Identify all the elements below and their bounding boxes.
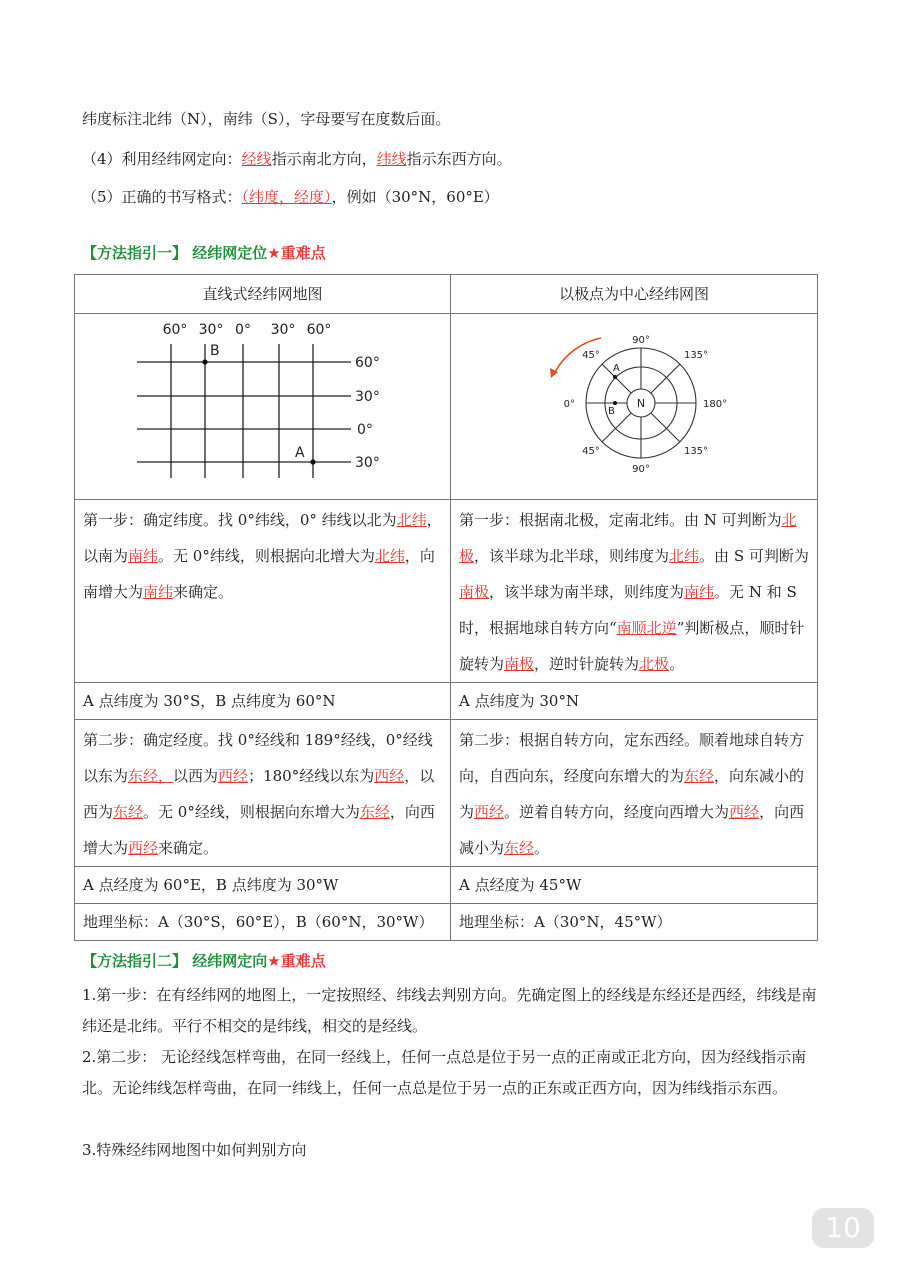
paragraph-2: 2.第二步： 无论经线怎样弯曲，在同一经线上，任何一点总是位于另一点的正南或正北方向，因为经线指示南北。无论纬线怎样弯曲，在同一纬线上，任何一点总是位于另一点的正东或正西方向，因为纬线指示东西。 xyxy=(82,1048,807,1097)
text: ；180°经线以东为 xyxy=(248,767,375,785)
intro-line-1: 纬度标注北纬（N），南纬（S），字母要写在度数后面。 xyxy=(82,110,451,128)
answer: 东经 xyxy=(359,803,390,821)
answer-parallel: 纬线 xyxy=(376,150,407,168)
text: ，向南增大为 xyxy=(83,547,435,601)
right-lon-result: A 点经度为 45°W xyxy=(451,867,818,904)
polar-label-top-right: 135° xyxy=(683,350,709,361)
left-step2 xyxy=(75,720,451,867)
polar-point-b-dot xyxy=(613,401,617,405)
lat-label-30s: 30° xyxy=(355,455,380,471)
answer: 东经 xyxy=(113,803,144,821)
text: （4）利用经纬网定向： xyxy=(82,150,242,168)
text: ，例如（30°N，60°E） xyxy=(331,188,499,206)
section-2-title: 经纬网定向 xyxy=(192,952,268,970)
text: ，向东减小的为 xyxy=(459,767,805,821)
page-number: 10 xyxy=(812,1208,874,1248)
answer-format: （纬度，经度） xyxy=(241,188,332,206)
text: 以西为 xyxy=(173,767,219,785)
text: 。逆着自转方向，经度向西增大为 xyxy=(504,803,730,821)
polar-label-bottom-left: 45° xyxy=(582,446,600,457)
answer: 南纬 xyxy=(143,583,174,601)
section-1-title: 经纬网定位 xyxy=(192,244,268,262)
answer: 北极 xyxy=(459,511,797,565)
answer: 南极 xyxy=(504,655,535,673)
text: ，逆时针旋转为 xyxy=(534,655,640,673)
polar-label-bottom: 90° xyxy=(632,464,650,475)
intro-line-3 xyxy=(82,186,499,207)
text: ，以南为 xyxy=(83,511,442,565)
answer: 北纬 xyxy=(669,547,700,565)
right-lat-result: A 点纬度为 30°N xyxy=(451,683,818,720)
lat-label-60n: 60° xyxy=(355,355,380,371)
paragraph-3: 3.特殊经纬网地图中如何判别方向 xyxy=(82,1141,307,1159)
grid-map-figure xyxy=(75,314,451,486)
text: 第二步：确定经度。找 0°经线和 189°经线，0°经线以东为 xyxy=(83,731,433,785)
polar-point-a-label: A xyxy=(613,363,620,374)
left-step1 xyxy=(75,500,451,683)
section-2-heading xyxy=(82,950,326,971)
section-2-prefix: 【方法指引二】 xyxy=(82,952,188,970)
text: 。 xyxy=(534,839,550,857)
answer: 西经 xyxy=(729,803,760,821)
point-a-label: A xyxy=(295,445,305,461)
answer: 西经 xyxy=(374,767,405,785)
left-coord: 地理坐标：A（30°S，60°E），B（60°N，30°W） xyxy=(75,904,451,941)
text: ，向西增大为 xyxy=(83,803,435,857)
col1-header: 直线式经纬网地图 xyxy=(75,275,451,314)
text: ，该半球为南半球，则纬度为 xyxy=(489,583,685,601)
left-lat-result: A 点纬度为 30°S，B 点纬度为 60°N xyxy=(75,683,451,720)
intro-line-2 xyxy=(82,148,512,169)
text: ，该半球为北半球，则纬度为 xyxy=(474,547,670,565)
polar-map-figure xyxy=(451,314,818,486)
answer: 东经， xyxy=(128,767,174,785)
star-icon: ★ xyxy=(267,244,281,262)
text: 指示东西方向。 xyxy=(406,150,512,168)
polar-label-top-left: 45° xyxy=(582,350,600,361)
text: 。无 0°经线，则根据向东增大为 xyxy=(143,803,360,821)
answer: 东经 xyxy=(684,767,715,785)
answer: 南顺北逆 xyxy=(616,619,677,637)
grid-lines xyxy=(137,344,351,478)
section-1-prefix: 【方法指引一】 xyxy=(82,244,188,262)
text: ，向西减小为 xyxy=(459,803,805,857)
answer: 南纬 xyxy=(128,547,159,565)
paragraph-1: 1.第一步：在有经纬网的地图上，一定按照经、纬线去判别方向。先确定图上的经线是东经还是西经，纬线是南纬还是北纬。平行不相交的是纬线，相交的是经线。 xyxy=(82,986,817,1035)
answer-meridian: 经线 xyxy=(241,150,272,168)
text: 来确定。 xyxy=(173,583,234,601)
answer: 南极 xyxy=(459,583,490,601)
meridian-line xyxy=(602,413,631,442)
lon-label-60w: 60° xyxy=(162,322,188,338)
right-step2 xyxy=(451,720,818,867)
right-step1 xyxy=(451,500,818,683)
text: 。由 S 可判断为 xyxy=(699,547,809,565)
polar-label-left: 0° xyxy=(563,399,575,410)
text: 第一步：根据南北极，定南北纬。由 N 可判断为 xyxy=(459,511,782,529)
section-1-heading xyxy=(82,242,326,263)
polar-label-bottom-right: 135° xyxy=(683,446,709,457)
polar-point-a-dot xyxy=(613,375,617,379)
answer: 北纬 xyxy=(396,511,427,529)
answer: 东经 xyxy=(504,839,535,857)
lon-label-60e: 60° xyxy=(306,322,332,338)
meridian-line xyxy=(651,413,680,442)
text: 第二步：根据自转方向，定东西经。顺着地球自转方向，自西向东，经度向东增大的为 xyxy=(459,731,805,785)
point-b-label: B xyxy=(210,343,220,359)
lon-label-30w: 30° xyxy=(198,322,224,338)
right-coord: 地理坐标：A（30°N，45°W） xyxy=(451,904,818,941)
answer: 西经 xyxy=(218,767,249,785)
text: 。无 N 和 S 时，根据地球自转方向“ xyxy=(459,583,797,637)
col2-header: 以极点为中心经纬网图 xyxy=(451,275,818,314)
lat-label-0: 0° xyxy=(357,422,373,438)
polar-center-label: N xyxy=(636,397,646,410)
section-2-tag: 重难点 xyxy=(280,952,326,970)
point-a-dot xyxy=(310,459,315,464)
polar-label-top: 90° xyxy=(632,335,650,346)
grid-figure-cell xyxy=(75,314,451,500)
text: 第一步：确定纬度。找 0°纬线，0° 纬线以北为 xyxy=(83,511,397,529)
polar-figure-cell xyxy=(451,314,818,500)
answer: 西经 xyxy=(128,839,159,857)
text: 来确定。 xyxy=(158,839,219,857)
polar-point-b-label: B xyxy=(608,406,615,417)
text: 。无 0°纬线，则根据向北增大为 xyxy=(158,547,375,565)
positioning-table xyxy=(74,274,818,941)
text: 指示南北方向， xyxy=(271,150,377,168)
answer: 南纬 xyxy=(684,583,715,601)
section-1-tag: 重难点 xyxy=(280,244,326,262)
polar-label-right: 180° xyxy=(703,399,728,410)
answer: 北纬 xyxy=(374,547,405,565)
lon-label-0: 0° xyxy=(235,322,251,338)
point-b-dot xyxy=(202,359,207,364)
left-lon-result: A 点经度为 60°E，B 点纬度为 30°W xyxy=(75,867,451,904)
lon-label-30e: 30° xyxy=(270,322,296,338)
meridian-line xyxy=(651,364,680,393)
lat-label-30n: 30° xyxy=(355,389,380,405)
answer: 北极 xyxy=(639,655,670,673)
answer: 西经 xyxy=(474,803,505,821)
text: 。 xyxy=(669,655,685,673)
text: ”判断极点，顺时针旋转为 xyxy=(459,619,805,673)
star-icon: ★ xyxy=(267,952,281,970)
text: ，以西为 xyxy=(83,767,435,821)
text: （5）正确的书写格式： xyxy=(82,188,242,206)
